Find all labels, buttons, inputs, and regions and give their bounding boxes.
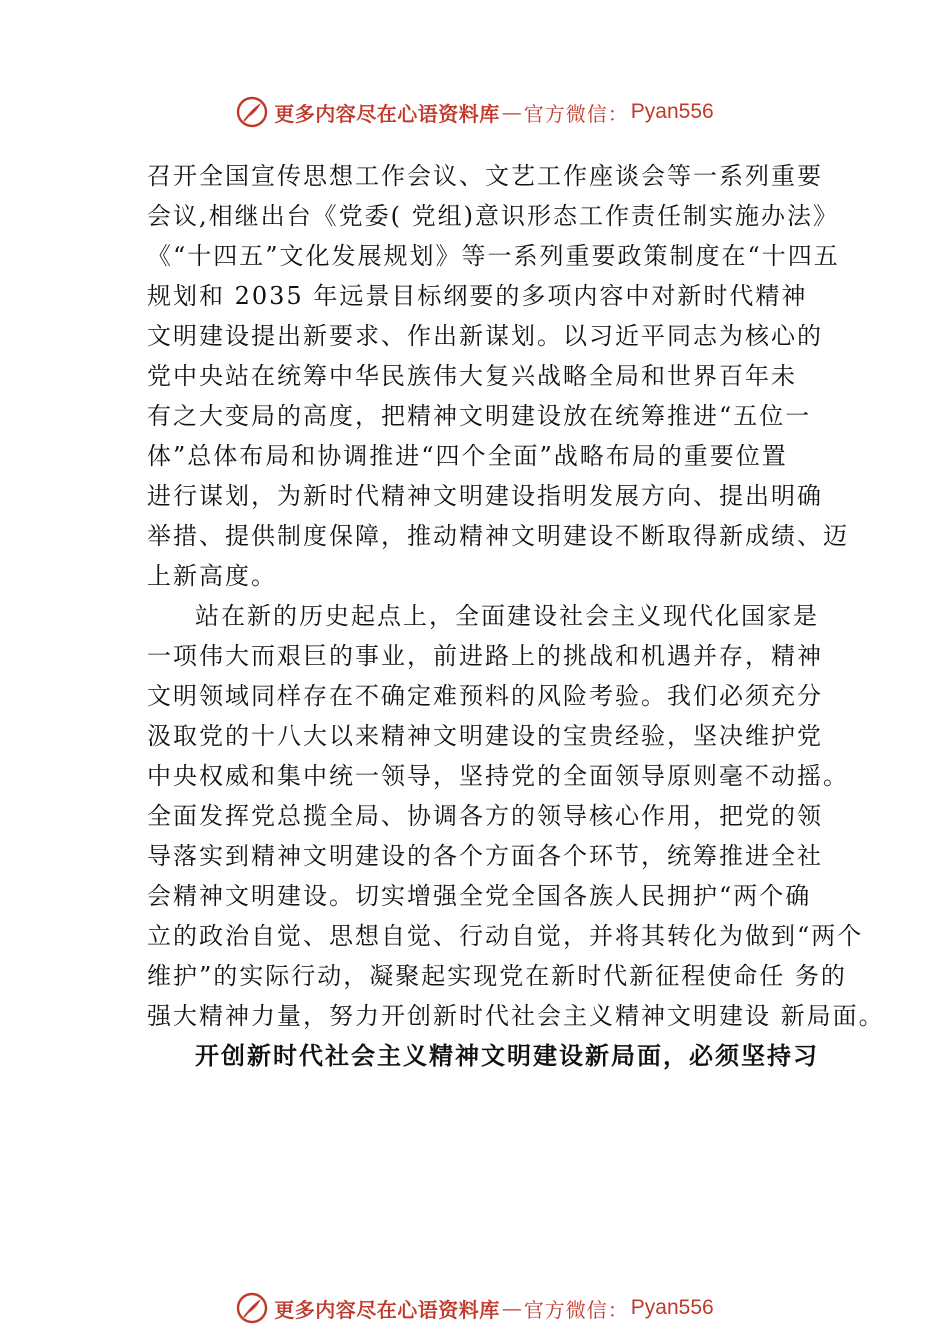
text-line: 党中央站在统筹中华民族伟大复兴战略全局和世界百年未 [147,362,797,390]
footer-watermark [0,1288,950,1328]
watermark-wechat-label: 官方微信： [523,1297,629,1322]
text-line: 规划和 2035 年远景目标纲要的多项内容中对新时代精神 [147,282,808,310]
watermark-brand: 更多内容尽在心语资料库 [274,1297,500,1322]
text-line: 举措、提供制度保障，推动精神文明建设不断取得新成绩、迈 [147,522,849,550]
document-body [147,156,885,1076]
text-line: 导落实到精神文明建设的各个方面各个环节，统筹推进全社 [147,842,823,870]
watermark-dash: — [501,100,522,124]
header-watermark [0,92,950,132]
text-line: 文明建设提出新要求、作出新谋划。以习近平同志为核心的 [147,322,823,350]
text-line: 体”总体布局和协调推进“四个全面”战略布局的重要位置 [147,442,788,470]
text-line: 召开全国宣传思想工作会议、文艺工作座谈会等一系列重要 [147,162,823,190]
text-line: 汲取党的十八大以来精神文明建设的宝贵经验，坚决维护党 [147,722,823,750]
watermark-wechat-id: Pyan556 [630,1296,714,1319]
paragraph-start-line: 站在新的历史起点上，全面建设社会主义现代化国家是 [195,602,819,630]
text-line: 全面发挥党总揽全局、协调各方的领导核心作用，把党的领 [147,802,823,830]
text-line: 强大精神力量，努力开创新时代社会主义精神文明建设 新局面。 [147,1002,885,1030]
watermark-brand: 更多内容尽在心语资料库 [274,101,500,126]
text-line: 《“十四五”文化发展规划》等一系列重要政策制度在“十四五 [147,242,840,270]
text-line: 中央权威和集中统一领导，坚持党的全面领导原则毫不动摇。 [147,762,849,790]
watermark-dash: — [501,1296,522,1320]
text-line: 进行谋划，为新时代精神文明建设指明发展方向、提出明确 [147,482,823,510]
text-line: 有之大变局的高度，把精神文明建设放在统筹推进“五位一 [147,402,812,430]
watermark-wechat-label: 官方微信： [523,101,629,126]
text-line: 文明领域同样存在不确定难预料的风险考验。我们必须充分 [147,682,823,710]
text-line: 立的政治自觉、思想自觉、行动自觉，并将其转化为做到“两个 [147,922,864,950]
text-line: 维护”的实际行动，凝聚起实现党在新时代新征程使命任 务的 [147,962,847,990]
text-line: 上新高度。 [147,562,277,590]
bold-heading-line: 开创新时代社会主义精神文明建设新局面，必须坚持习 [195,1041,819,1070]
text-line: 会精神文明建设。切实增强全党全国各族人民拥护“两个确 [147,882,812,910]
text-line: 会议,相继出台《党委( 党组)意识形态工作责任制实施办法》 [147,202,839,230]
watermark-wechat-id: Pyan556 [630,100,714,123]
text-line: 一项伟大而艰巨的事业，前进路上的挑战和机遇并存，精神 [147,642,823,670]
quill-logo-icon [236,96,268,128]
quill-logo-icon [236,1292,268,1324]
